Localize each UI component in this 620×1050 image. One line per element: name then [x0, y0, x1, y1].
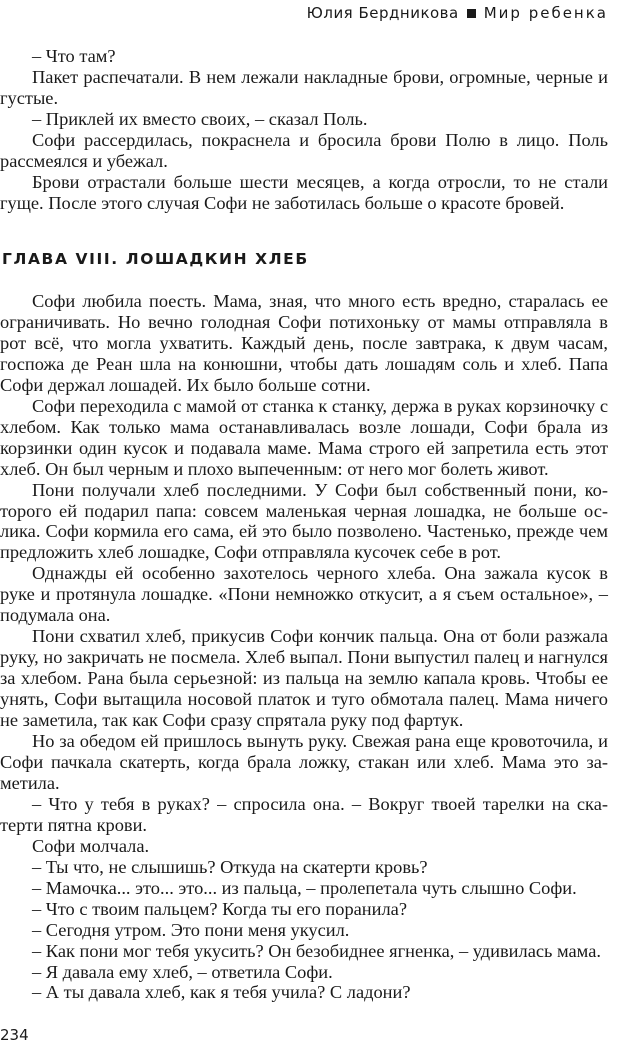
paragraph: – Что с твоим пальцем? Когда ты его поранила?: [32, 898, 407, 919]
paragraph: – Я давала ему хлеб, – ответила Софи.: [32, 961, 333, 982]
chapter-text-block: [0, 291, 608, 1003]
paragraph: Однажды ей особенно захотелось черного хлеба. Она зажала кусок в руке и протянула лошадке. «Пони немножко откусит, а я съем остальное», – подумала она.: [0, 563, 608, 626]
paragraph: – Что у тебя в руках? – спросила она. – Вокруг твоей тарелки на скатерти пятна крови.: [0, 793, 608, 835]
top-text-block: [0, 46, 608, 214]
paragraph: – Что там?: [32, 46, 116, 66]
paragraph: – Ты что, не слышишь? Откуда на скатерти кровь?: [32, 856, 428, 877]
paragraph: Софи молчала.: [32, 835, 150, 856]
paragraph: Но за обедом ей пришлось вынуть руку. Свежая рана еще кровоточила, и Софи пачкала скатерть, когда брала ложку, стакан или хлеб. Мама это заметила.: [0, 731, 608, 793]
paragraph: – Как пони мог тебя укусить? Он безобиднее ягненка, – удивилась мама.: [32, 940, 601, 961]
header-section: Мир ребенка: [483, 4, 608, 22]
paragraph: – А ты давала хлеб, как я тебя учила? С ладони?: [32, 982, 411, 1003]
paragraph: Пони получали хлеб последними. У Софи был собственный пони, которого ей подарил папа: совсем маленькая черная лошадка, не больше ослика. Софи кормила его сама, ей это было позволено. Частенько, прежде чем предложить хлеб лошадке, Софи отправляла кусочек себе в рот.: [0, 479, 608, 563]
paragraph: – Сегодня утром. Это пони меня укусил.: [32, 919, 350, 940]
paragraph: Брови отрастали больше шести месяцев, а когда отросли, то не стали гуще. После этого случая Софи не заботилась больше о красоте бровей.: [0, 171, 608, 213]
chapter-heading: ГЛАВА VIII. ЛОШАДКИН ХЛЕБ: [2, 250, 309, 268]
paragraph: Софи любила поесть. Мама, зная, что много есть вредно, старалась ее ограничивать. Но вечно голодная Софи потихоньку от мамы отправляла в рот всё, что могла ухватить. Каждый день, после завтрака, к двум часам, госпожа де Реан шла на конюшни, чтобы дать лошадям соль и хлеб. Папа Софи держал лошадей. Их было больше сотни.: [0, 291, 608, 395]
paragraph: – Мамочка... это... это... из пальца, – пролепетала чуть слышно Софи.: [32, 877, 577, 898]
page-number: 234: [0, 1026, 29, 1044]
paragraph: Пони схватил хлеб, прикусив Софи кончик пальца. Она от боли разжала руку, но закричать не посмела. Хлеб выпал. Пони выпустил палец и нагнулся за хлебом. Рана была серьезной: из пальца на землю капала кровь. Чтобы ее унять, Софи вытащила носовой платок и туго обмотала палец. Мама ничего не заметила, так как Софи сразу спрятала руку под фартук.: [0, 626, 608, 731]
running-head: [307, 4, 608, 22]
paragraph: – Приклей их вместо своих, – сказал Поль.: [32, 108, 368, 129]
header-author: Юлия Бердникова: [306, 4, 459, 22]
paragraph: Софи переходила с мамой от станка к станку, держа в руках корзиночку с хлебом. Как только мама останавливалась возле лошади, Софи брала из корзинки один кусок и подавала маме. Мама строго ей запретила есть этот хлеб. Он был черным и плохо выпеченным: от него мог болеть живот.: [0, 395, 608, 479]
square-separator-icon: [467, 9, 476, 18]
paragraph: Пакет распечатали. В нем лежали накладные брови, огромные, черные и густые.: [0, 66, 608, 108]
paragraph: Софи рассердилась, покраснела и бросила брови Полю в лицо. Поль рассмеялся и убежал.: [0, 129, 608, 171]
